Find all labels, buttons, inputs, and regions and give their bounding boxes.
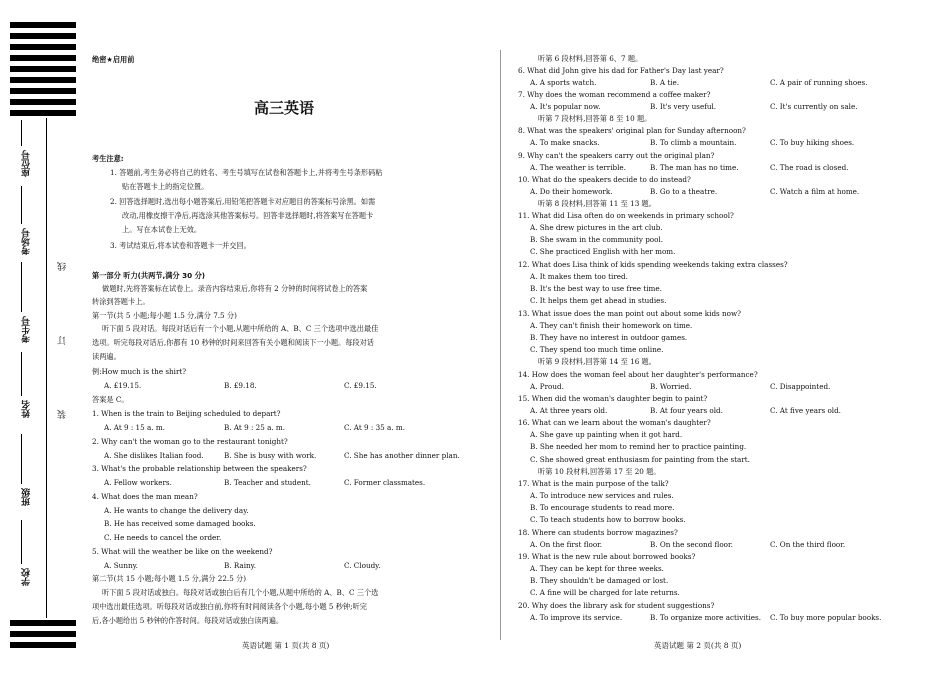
option-b: B. The man has no time. (650, 163, 739, 172)
option-a: A. The weather is terrible. (530, 163, 626, 172)
margin-label-seat: 座位号 (22, 150, 32, 177)
margin-stripe (10, 88, 76, 94)
question-17: 17. What is the main purpose of the talk? (518, 479, 669, 488)
question-20: 20. Why does the library ask for student suggestions? (518, 601, 715, 610)
option-b: B. To climb a mountain. (650, 138, 737, 147)
section2-heading: 第二节(共 15 小题;每小题 1.5 分,满分 22.5 分) (92, 574, 247, 583)
option-a: A. She dislikes Italian food. (104, 451, 204, 460)
blank-line (21, 262, 22, 312)
option-a: A. At 9 : 15 a. m. (104, 423, 165, 432)
margin-stripe (10, 55, 76, 61)
option-b: B. It's very useful. (650, 102, 717, 111)
option-c: C. He needs to cancel the order. (104, 533, 222, 542)
notice-line: 3. 考试结束后,将本试卷和答题卡一并交回。 (110, 241, 251, 250)
option-b: B. At 9 : 25 a. m. (224, 423, 286, 432)
blank-line (21, 352, 22, 396)
option-b: B. Teacher and student. (224, 478, 311, 487)
instruction-line: 后,各小题给出 5 秒钟的作答时间。每段对话或独白读两遍。 (92, 616, 284, 625)
option-a: A. He wants to change the delivery day. (104, 506, 249, 515)
question-8: 8. What was the speakers' original plan for Sunday afternoon? (518, 126, 746, 135)
margin-stripe (10, 44, 76, 50)
question-14: 14. How does the woman feel about her daughter's performance? (518, 370, 758, 379)
instruction-line: 做题时,先将答案标在试卷上。录音内容结束后,你将有 2 分钟的时间将试卷上的答案 (102, 284, 368, 293)
option-b: B. She swam in the community pool. (530, 235, 664, 244)
material-heading: 听第 8 段材料,回答第 11 至 13 题。 (538, 199, 656, 208)
option-c: C. At 9 : 35 a. m. (344, 423, 405, 432)
margin-label-student-id: 考生号 (22, 316, 32, 343)
margin-stripe (10, 631, 76, 637)
option-c: C. A pair of running shoes. (770, 78, 868, 87)
material-heading: 听第 6 段材料,回答第 6、7 题。 (538, 54, 643, 63)
example-answer: 答案是 C。 (92, 395, 129, 404)
question-5: 5. What will the weather be like on the weekend? (92, 547, 273, 556)
question-10: 10. What do the speakers decide to do instead? (518, 175, 691, 184)
question-1: 1. When is the train to Beijing scheduled to depart? (92, 409, 281, 418)
option-a: A. A sports watch. (530, 78, 597, 87)
margin-label-school: 学校 (22, 568, 32, 586)
example-question: 例:How much is the shirt? (92, 367, 187, 376)
option-c: C. She practiced English with her mom. (530, 247, 676, 256)
question-3: 3. What's the probable relationship between the speakers? (92, 464, 307, 473)
option-a: A. £19.15. (104, 381, 142, 390)
margin-stripe (10, 99, 76, 105)
question-12: 12. What does Lisa think of kids spending weekends taking extra classes? (518, 260, 788, 269)
option-a: A. It's popular now. (530, 102, 601, 111)
question-19: 19. What is the new rule about borrowed books? (518, 552, 696, 561)
notice-line: 1. 答题前,考生务必将自己的姓名、考生号填写在试卷和答题卡上,并将考生号条形码粘 (110, 168, 383, 177)
question-15: 15. When did the woman's daughter begin to paint? (518, 394, 708, 403)
page-divider (500, 50, 501, 640)
option-b: B. A tie. (650, 78, 680, 87)
option-a: A. To make snacks. (530, 138, 600, 147)
notice-line: 贴在答题卡上的指定位置。 (122, 182, 209, 191)
option-c: C. On the third floor. (770, 540, 846, 549)
material-heading: 听第 7 段材料,回答第 8 至 10 题。 (538, 114, 652, 123)
exam-title: 高三英语 (254, 99, 315, 117)
instruction-line: 听下面 5 段对话。每段对话后有一个小题,从题中所给的 A、B、C 三个选项中选出最佳 (102, 324, 379, 333)
margin-stripe (10, 77, 76, 83)
blank-line (21, 120, 22, 146)
margin-stripe (10, 66, 76, 72)
option-c: C. Cloudy. (344, 561, 381, 570)
secret-mark: 绝密★启用前 (92, 55, 135, 64)
question-16: 16. What can we learn about the woman's daughter? (518, 418, 711, 427)
option-c: C. £9.15. (344, 381, 377, 390)
option-b: B. At four years old. (650, 406, 723, 415)
option-a: A. Proud. (530, 382, 564, 391)
option-c: C. A fine will be charged for late returns. (530, 588, 680, 597)
instruction-line: 读两遍。 (92, 352, 121, 361)
blank-line (21, 520, 22, 564)
margin-label-name: 姓名 (22, 400, 32, 418)
material-heading: 听第 10 段材料,回答第 17 至 20 题。 (538, 467, 661, 476)
bind-word-line: 线 (58, 262, 68, 271)
margin-label-class: 班级 (22, 488, 32, 506)
option-b: B. They shouldn't be damaged or lost. (530, 576, 669, 585)
option-a: A. She drew pictures in the art club. (530, 223, 663, 232)
option-c: C. To teach students how to borrow books. (530, 515, 686, 524)
option-a: A. At three years old. (530, 406, 608, 415)
option-c: C. She has another dinner plan. (344, 451, 460, 460)
bind-word-staple: 订 (58, 336, 68, 345)
option-b: B. Worried. (650, 382, 692, 391)
binding-margin (0, 0, 90, 688)
instruction-line: 转涂到答题卡上。 (92, 297, 150, 306)
option-b: B. On the second floor. (650, 540, 733, 549)
option-b: B. Rainy. (224, 561, 257, 570)
page-footer: 英语试题 第 2 页(共 8 页) (654, 641, 742, 650)
margin-stripe (10, 33, 76, 39)
margin-cut-line (46, 118, 47, 618)
option-a: A. To improve its service. (530, 613, 623, 622)
margin-label-room: 考场号 (22, 228, 32, 255)
question-9: 9. Why can't the speakers carry out the original plan? (518, 151, 715, 160)
option-b: B. To encourage students to read more. (530, 503, 675, 512)
option-a: A. To introduce new services and rules. (530, 491, 674, 500)
option-b: B. £9.18. (224, 381, 257, 390)
option-b: B. Go to a theatre. (650, 187, 718, 196)
option-c: C. To buy more popular books. (770, 613, 882, 622)
section1-heading: 第一节(共 5 小题;每小题 1.5 分,满分 7.5 分) (92, 311, 237, 320)
option-c: C. They spend too much time online. (530, 345, 664, 354)
material-heading: 听第 9 段材料,回答第 14 至 16 题。 (538, 357, 656, 366)
option-a: A. They can be kept for three weeks. (530, 564, 664, 573)
question-13: 13. What issue does the man point out about some kids now? (518, 309, 741, 318)
option-c: C. She showed great enthusiasm for painting from the start. (530, 455, 750, 464)
option-a: A. On the first floor. (530, 540, 603, 549)
option-c: C. At five years old. (770, 406, 841, 415)
option-c: C. It helps them get ahead in studies. (530, 296, 667, 305)
notice-line: 改动,用橡皮擦干净后,再选涂其他答案标号。回答非选择题时,将答案写在答题卡 (122, 211, 374, 220)
option-b: B. She needed her mom to remind her to practice painting. (530, 442, 747, 451)
part1-heading: 第一部分 听力(共两节,满分 30 分) (92, 271, 206, 280)
option-a: A. They can't finish their homework on time. (530, 321, 693, 330)
question-2: 2. Why can't the woman go to the restaurant tonight? (92, 437, 288, 446)
blank-line (21, 434, 22, 484)
option-a: A. Fellow workers. (104, 478, 172, 487)
question-18: 18. Where can students borrow magazines? (518, 528, 678, 537)
option-c: C. Watch a film at home. (770, 187, 860, 196)
option-a: A. Do their homework. (530, 187, 613, 196)
notice-line: 上。写在本试卷上无效。 (122, 225, 202, 234)
option-a: A. She gave up painting when it got hard. (530, 430, 683, 439)
instruction-line: 项中选出最佳选项。听每段对话或独白前,你将有时间阅读各个小题,每小题 5 秒钟;听完 (92, 602, 367, 611)
blank-line (21, 186, 22, 224)
margin-stripe (10, 620, 76, 626)
question-7: 7. Why does the woman recommend a coffee maker? (518, 90, 711, 99)
option-b: B. It's the best way to use free time. (530, 284, 662, 293)
margin-stripe (10, 110, 76, 116)
margin-stripe (10, 22, 76, 28)
option-b: B. They have no interest in outdoor games. (530, 333, 688, 342)
option-b: B. He has received some damaged books. (104, 519, 256, 528)
option-a: A. It makes them too tired. (530, 272, 628, 281)
option-c: C. The road is closed. (770, 163, 849, 172)
option-c: C. To buy hiking shoes. (770, 138, 855, 147)
page-footer: 英语试题 第 1 页(共 8 页) (242, 641, 330, 650)
option-c: C. It's currently on sale. (770, 102, 858, 111)
question-4: 4. What does the man mean? (92, 492, 198, 501)
instruction-line: 选项。听完每段对话后,你都有 10 秒钟的时间来回答有关小题和阅读下一小题。每段对话 (92, 338, 374, 347)
option-b: B. She is busy with work. (224, 451, 317, 460)
option-c: C. Former classmates. (344, 478, 426, 487)
option-c: C. Disappointed. (770, 382, 831, 391)
notice-heading: 考生注意: (92, 154, 124, 163)
bind-word-bind: 装 (58, 410, 68, 419)
question-11: 11. What did Lisa often do on weekends in primary school? (518, 211, 734, 220)
option-b: B. To organize more activities. (650, 613, 761, 622)
instruction-line: 听下面 5 段对话或独白。每段对话或独白后有几个小题,从题中所给的 A、B、C 三个选 (102, 588, 379, 597)
option-a: A. Sunny. (104, 561, 138, 570)
margin-stripe (10, 642, 76, 648)
notice-line: 2. 回答选择题时,选出每小题答案后,用铅笔把答题卡对应题目的答案标号涂黑。如需 (110, 197, 376, 206)
question-6: 6. What did John give his dad for Father's Day last year? (518, 66, 724, 75)
